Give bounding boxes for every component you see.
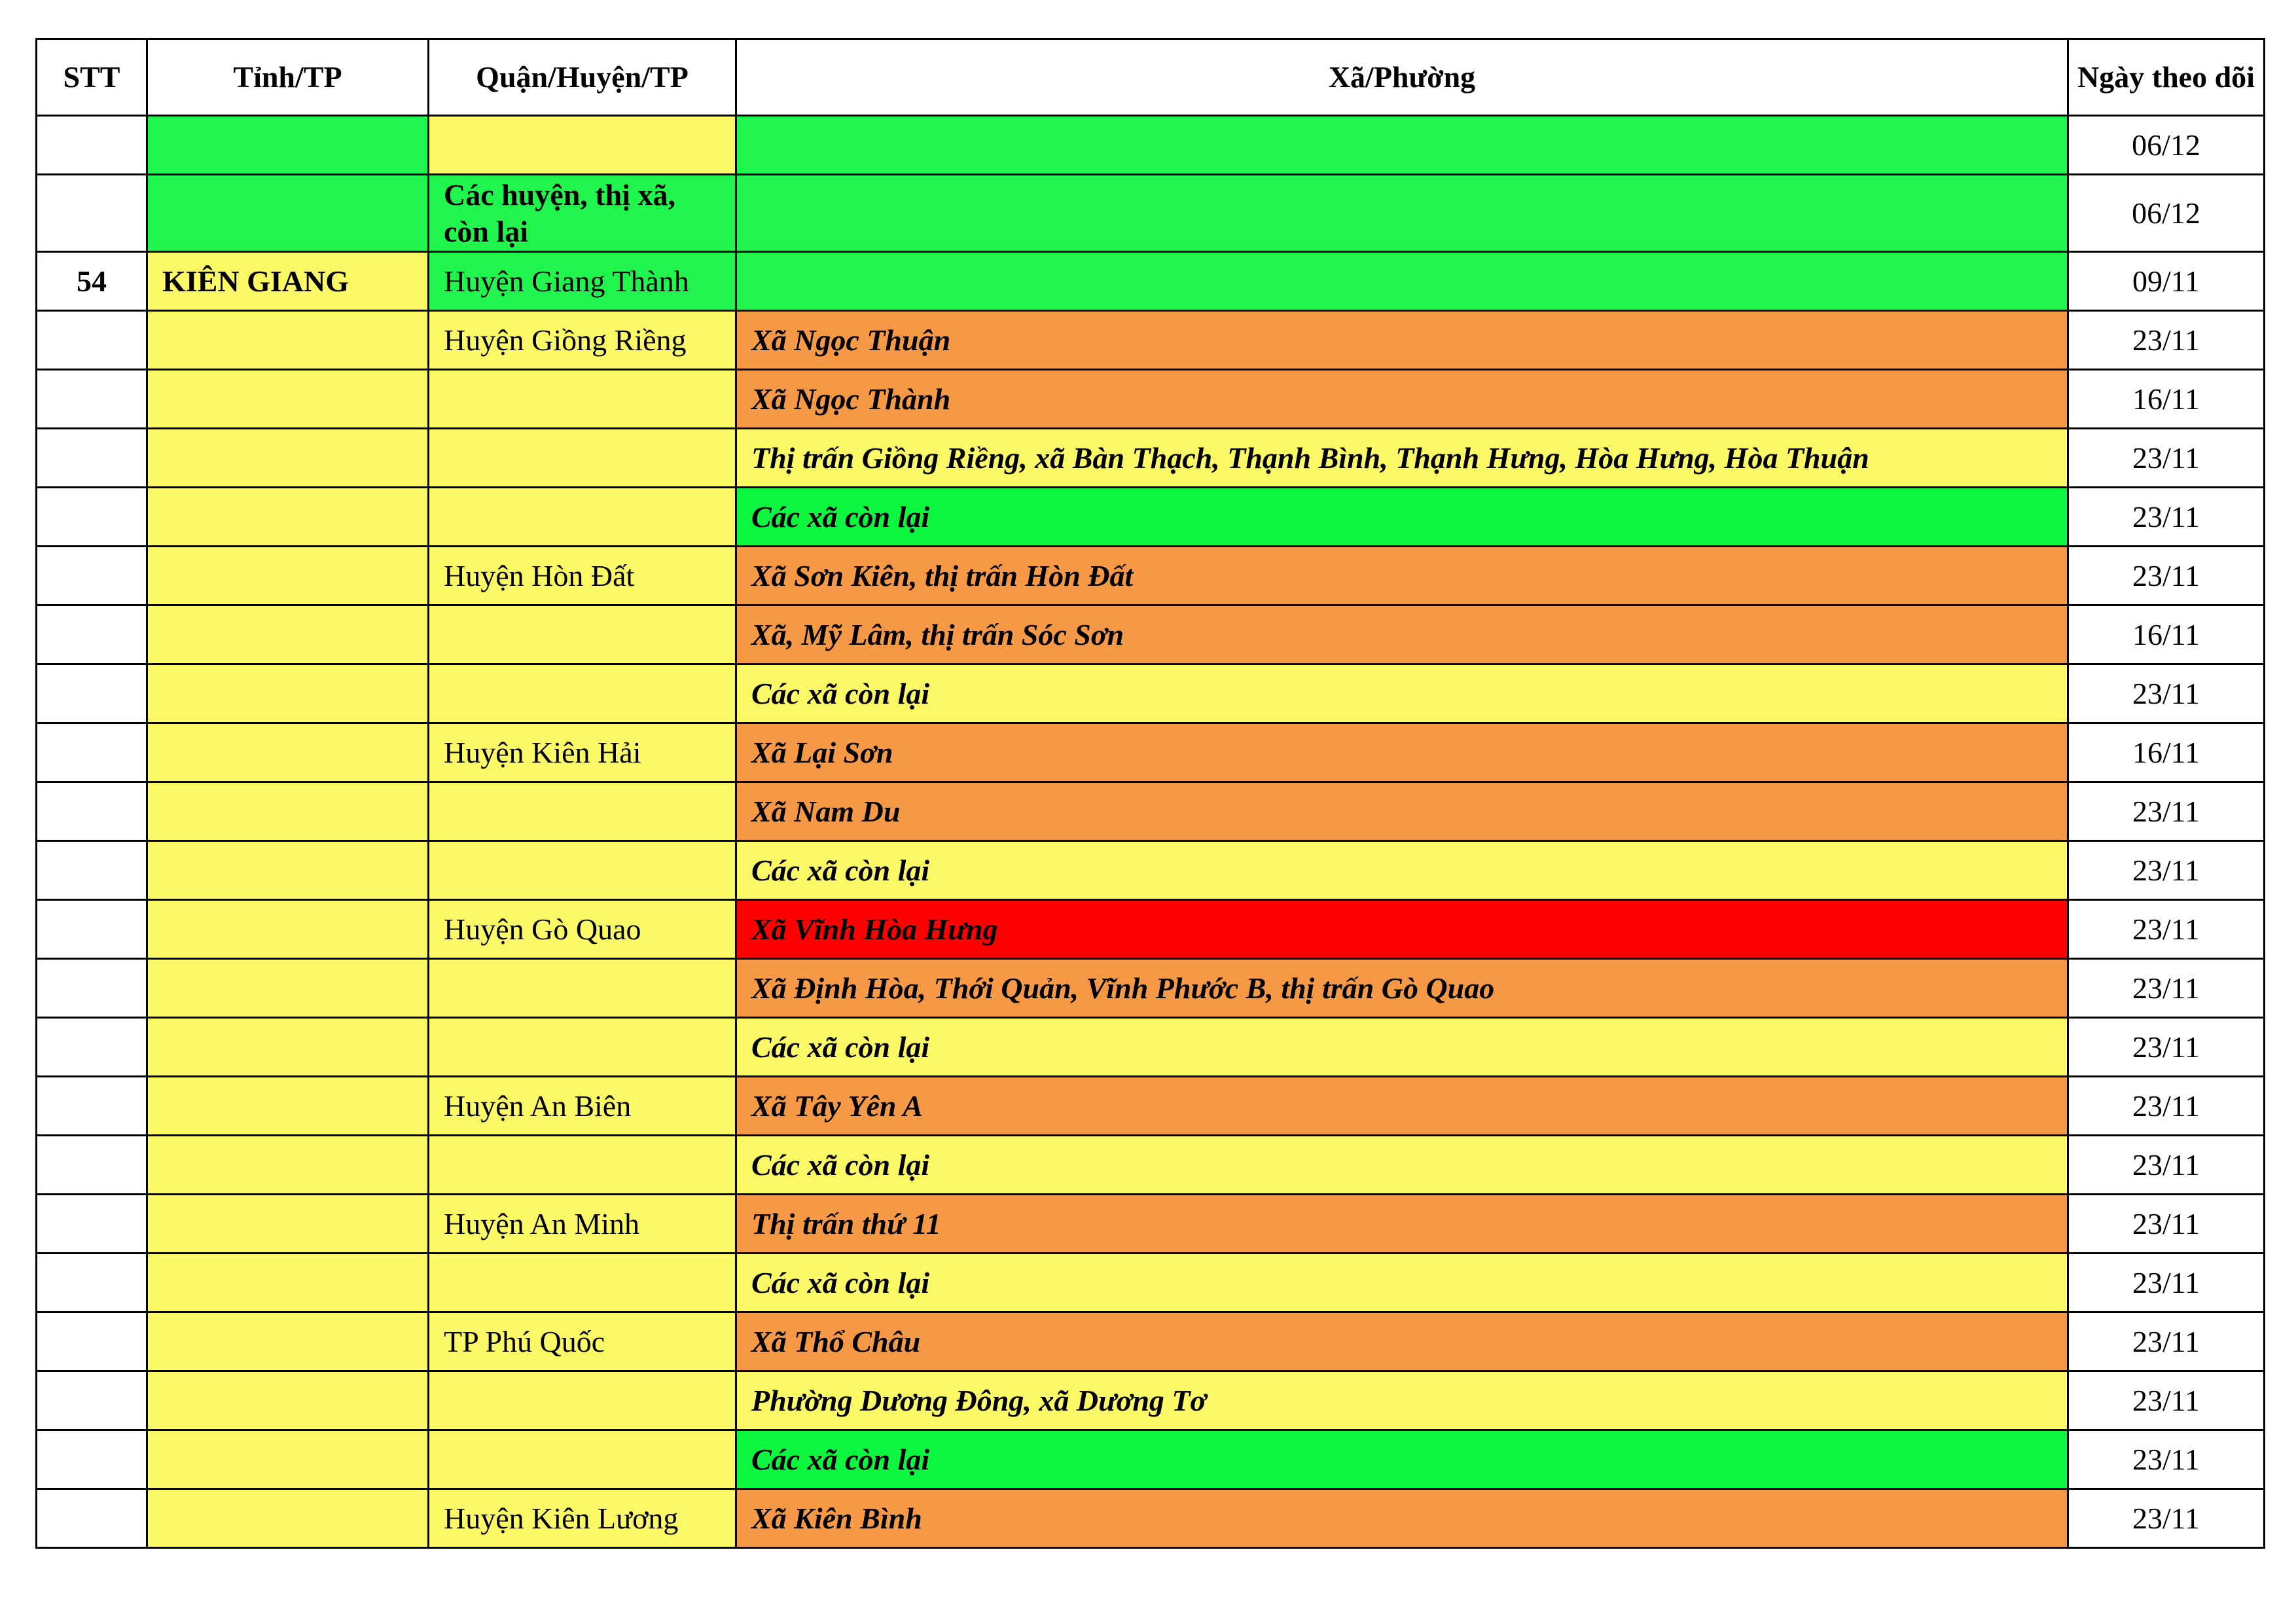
cell-huyen: Huyện Giồng Riềng [429, 311, 736, 370]
cell-huyen [429, 841, 736, 900]
cell-tinh [147, 488, 429, 547]
cell-ngay: 23/11 [2068, 311, 2265, 370]
risk-level-table [35, 38, 2265, 1549]
cell-ngay: 09/11 [2068, 252, 2265, 311]
cell-xa: Các xã còn lại [736, 1430, 2068, 1489]
cell-tinh [147, 1371, 429, 1430]
table-header-row [37, 39, 2265, 116]
cell-tinh [147, 723, 429, 782]
cell-stt [37, 1195, 147, 1254]
cell-ngay: 23/11 [2068, 841, 2265, 900]
cell-stt [37, 1371, 147, 1430]
cell-stt [37, 547, 147, 605]
cell-stt [37, 429, 147, 488]
cell-ngay: 06/12 [2068, 116, 2265, 175]
cell-tinh [147, 664, 429, 723]
cell-ngay: 23/11 [2068, 1018, 2265, 1077]
cell-tinh [147, 1254, 429, 1312]
cell-tinh [147, 175, 429, 252]
cell-huyen: TP Phú Quốc [429, 1312, 736, 1371]
cell-xa: Các xã còn lại [736, 1254, 2068, 1312]
cell-stt [37, 605, 147, 664]
cell-ngay: 23/11 [2068, 664, 2265, 723]
cell-huyen: Huyện Kiên Hải [429, 723, 736, 782]
cell-stt [37, 1077, 147, 1136]
table-row [37, 841, 2265, 900]
cell-tinh [147, 116, 429, 175]
cell-tinh [147, 841, 429, 900]
cell-xa: Xã Định Hòa, Thới Quản, Vĩnh Phước B, thị trấn Gò Quao [736, 959, 2068, 1018]
header-huyen: Quận/Huyện/TP [429, 39, 736, 116]
cell-huyen: Huyện Gò Quao [429, 900, 736, 959]
cell-huyen: Huyện Kiên Lương [429, 1489, 736, 1548]
table-row [37, 1018, 2265, 1077]
cell-stt [37, 1312, 147, 1371]
cell-xa: Xã Ngọc Thành [736, 370, 2068, 429]
cell-xa [736, 116, 2068, 175]
cell-stt [37, 1254, 147, 1312]
cell-huyen: Huyện Hòn Đất [429, 547, 736, 605]
cell-stt [37, 900, 147, 959]
cell-tinh [147, 1018, 429, 1077]
cell-ngay: 16/11 [2068, 723, 2265, 782]
cell-ngay: 23/11 [2068, 1077, 2265, 1136]
cell-tinh: KIÊN GIANG [147, 252, 429, 311]
cell-ngay: 23/11 [2068, 1136, 2265, 1195]
cell-xa: Các xã còn lại [736, 1018, 2068, 1077]
table-row [37, 723, 2265, 782]
header-xa: Xã/Phường [736, 39, 2068, 116]
cell-ngay: 16/11 [2068, 370, 2265, 429]
cell-xa: Xã Nam Du [736, 782, 2068, 841]
cell-huyen [429, 959, 736, 1018]
cell-stt [37, 1136, 147, 1195]
table-row [37, 664, 2265, 723]
table-row [37, 1254, 2265, 1312]
cell-tinh [147, 1312, 429, 1371]
cell-xa: Xã Lại Sơn [736, 723, 2068, 782]
cell-xa: Các xã còn lại [736, 1136, 2068, 1195]
cell-stt: 54 [37, 252, 147, 311]
header-ngay: Ngày theo dõi [2068, 39, 2265, 116]
cell-tinh [147, 1136, 429, 1195]
cell-stt [37, 311, 147, 370]
cell-tinh [147, 1430, 429, 1489]
cell-huyen [429, 429, 736, 488]
cell-huyen [429, 1371, 736, 1430]
table-row [37, 1371, 2265, 1430]
cell-ngay: 23/11 [2068, 900, 2265, 959]
table-row [37, 782, 2265, 841]
cell-huyen [429, 1430, 736, 1489]
table-row [37, 547, 2265, 605]
table-row [37, 429, 2265, 488]
cell-xa: Các xã còn lại [736, 488, 2068, 547]
cell-huyen: Huyện An Minh [429, 1195, 736, 1254]
header-stt: STT [37, 39, 147, 116]
cell-xa [736, 175, 2068, 252]
cell-ngay: 23/11 [2068, 782, 2265, 841]
cell-huyen [429, 370, 736, 429]
cell-stt [37, 175, 147, 252]
cell-xa: Thị trấn Giồng Riềng, xã Bàn Thạch, Thạnh Bình, Thạnh Hưng, Hòa Hưng, Hòa Thuận [736, 429, 2068, 488]
table-row [37, 488, 2265, 547]
cell-stt [37, 959, 147, 1018]
cell-xa [736, 252, 2068, 311]
cell-xa: Thị trấn thứ 11 [736, 1195, 2068, 1254]
cell-stt [37, 841, 147, 900]
cell-tinh [147, 1195, 429, 1254]
cell-huyen [429, 1136, 736, 1195]
cell-ngay: 23/11 [2068, 1489, 2265, 1548]
cell-tinh [147, 429, 429, 488]
cell-xa: Các xã còn lại [736, 841, 2068, 900]
cell-huyen: Các huyện, thị xã, còn lại [429, 175, 736, 252]
table-row [37, 252, 2265, 311]
cell-stt [37, 782, 147, 841]
cell-tinh [147, 370, 429, 429]
cell-ngay: 23/11 [2068, 1312, 2265, 1371]
cell-ngay: 23/11 [2068, 547, 2265, 605]
table-row [37, 1136, 2265, 1195]
cell-xa: Xã Ngọc Thuận [736, 311, 2068, 370]
cell-tinh [147, 1489, 429, 1548]
cell-huyen [429, 488, 736, 547]
cell-huyen [429, 116, 736, 175]
table-row [37, 1077, 2265, 1136]
table-row [37, 311, 2265, 370]
cell-huyen [429, 664, 736, 723]
cell-ngay: 16/11 [2068, 605, 2265, 664]
cell-tinh [147, 547, 429, 605]
cell-stt [37, 1489, 147, 1548]
cell-xa: Xã Vĩnh Hòa Hưng [736, 900, 2068, 959]
cell-tinh [147, 311, 429, 370]
table-row [37, 116, 2265, 175]
cell-ngay: 23/11 [2068, 959, 2265, 1018]
cell-ngay: 23/11 [2068, 429, 2265, 488]
table-row [37, 1312, 2265, 1371]
cell-ngay: 23/11 [2068, 1371, 2265, 1430]
table-row [37, 1489, 2265, 1548]
cell-ngay: 06/12 [2068, 175, 2265, 252]
cell-stt [37, 116, 147, 175]
cell-xa: Xã Sơn Kiên, thị trấn Hòn Đất [736, 547, 2068, 605]
cell-stt [37, 1430, 147, 1489]
cell-xa: Xã, Mỹ Lâm, thị trấn Sóc Sơn [736, 605, 2068, 664]
cell-tinh [147, 605, 429, 664]
cell-xa: Phường Dương Đông, xã Dương Tơ [736, 1371, 2068, 1430]
cell-huyen [429, 1254, 736, 1312]
cell-tinh [147, 1077, 429, 1136]
table-row [37, 900, 2265, 959]
cell-ngay: 23/11 [2068, 1430, 2265, 1489]
cell-xa: Xã Thổ Châu [736, 1312, 2068, 1371]
cell-ngay: 23/11 [2068, 1195, 2265, 1254]
table-row [37, 605, 2265, 664]
cell-stt [37, 723, 147, 782]
cell-ngay: 23/11 [2068, 488, 2265, 547]
cell-xa: Xã Tây Yên A [736, 1077, 2068, 1136]
cell-tinh [147, 900, 429, 959]
table-row [37, 959, 2265, 1018]
cell-huyen [429, 782, 736, 841]
header-tinh: Tỉnh/TP [147, 39, 429, 116]
cell-stt [37, 370, 147, 429]
cell-huyen: Huyện Giang Thành [429, 252, 736, 311]
table-row [37, 175, 2265, 252]
cell-stt [37, 488, 147, 547]
cell-huyen [429, 605, 736, 664]
table-row [37, 1195, 2265, 1254]
table-row [37, 1430, 2265, 1489]
cell-stt [37, 664, 147, 723]
cell-tinh [147, 959, 429, 1018]
cell-tinh [147, 782, 429, 841]
cell-xa: Các xã còn lại [736, 664, 2068, 723]
cell-stt [37, 1018, 147, 1077]
cell-xa: Xã Kiên Bình [736, 1489, 2068, 1548]
cell-huyen [429, 1018, 736, 1077]
table-row [37, 370, 2265, 429]
cell-ngay: 23/11 [2068, 1254, 2265, 1312]
cell-huyen: Huyện An Biên [429, 1077, 736, 1136]
